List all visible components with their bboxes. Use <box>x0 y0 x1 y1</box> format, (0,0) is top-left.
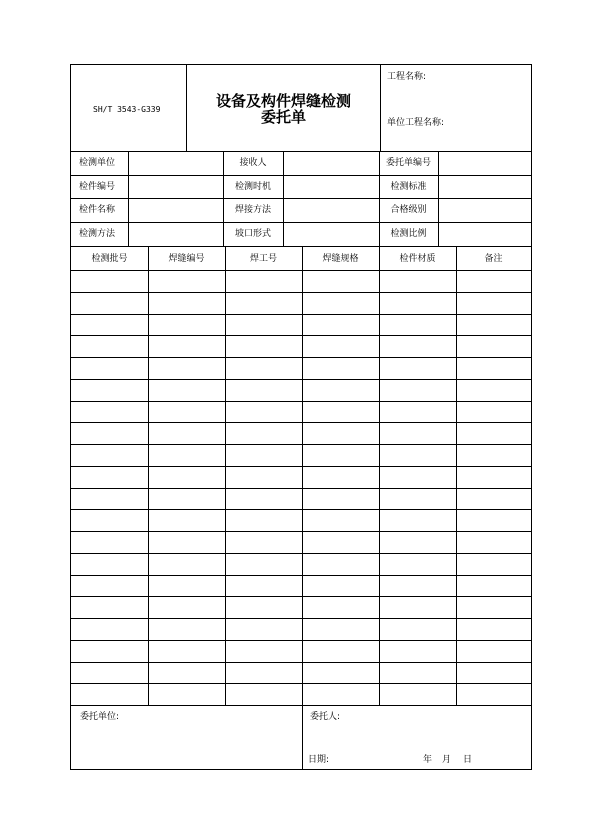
info-label-inspection-method: 检测方法 <box>79 229 116 239</box>
col-header-batch: 检测批号 <box>91 254 128 264</box>
table-row <box>71 314 531 336</box>
col-header-weld-number: 焊缝编号 <box>168 254 205 264</box>
table-row <box>71 640 531 662</box>
info-label-welding-method: 焊接方法 <box>234 205 271 215</box>
col-header-welder-number: 焊工号 <box>249 254 277 264</box>
info-label-acceptance-grade: 合格级别 <box>390 205 427 215</box>
info-label-inspection-unit: 检测单位 <box>79 158 116 168</box>
table-row <box>71 531 531 553</box>
standard-code: SH/T 3543-G339 <box>93 105 161 114</box>
table-row <box>71 270 531 292</box>
info-label-commission-number: 委托单编号 <box>385 158 431 168</box>
form-title-line1: 设备及构件焊缝检测 <box>215 92 351 110</box>
client-unit-label: 委托单位: <box>80 712 120 722</box>
table-row <box>71 488 531 510</box>
info-label-inspection-standard: 检测标准 <box>390 182 427 192</box>
table-row <box>71 683 531 705</box>
date-month: 月 <box>442 755 452 765</box>
info-label-inspection-ratio: 检测比例 <box>390 229 427 239</box>
table-row <box>71 662 531 684</box>
table-row <box>71 466 531 488</box>
info-label-receiver: 接收人 <box>239 158 267 168</box>
table-row <box>71 509 531 531</box>
client-person-label: 委托人: <box>310 712 341 722</box>
table-row <box>71 292 531 314</box>
info-label-part-number: 检件编号 <box>79 182 116 192</box>
table-row <box>71 575 531 597</box>
form-title-line2: 委托单 <box>260 108 306 126</box>
table-row <box>71 596 531 618</box>
commission-form <box>70 64 532 770</box>
table-row <box>71 422 531 444</box>
table-row <box>71 444 531 466</box>
table-row <box>71 357 531 379</box>
table-row <box>71 335 531 357</box>
table-row <box>71 553 531 575</box>
project-name-label: 工程名称: <box>387 72 427 82</box>
info-label-inspection-timing: 检测时机 <box>234 182 271 192</box>
col-header-material: 检件材质 <box>399 254 436 264</box>
unit-project-name-label: 单位工程名称: <box>387 118 445 128</box>
info-label-part-name: 检件名称 <box>79 205 116 215</box>
table-row <box>71 401 531 423</box>
info-label-groove-type: 坡口形式 <box>234 229 271 239</box>
date-label: 日期: <box>308 755 330 765</box>
table-row <box>71 618 531 640</box>
date-year: 年 <box>423 755 433 765</box>
col-header-weld-spec: 焊缝规格 <box>322 254 359 264</box>
col-header-remarks: 备注 <box>484 254 503 264</box>
date-day: 日 <box>463 755 473 765</box>
table-row <box>71 379 531 401</box>
